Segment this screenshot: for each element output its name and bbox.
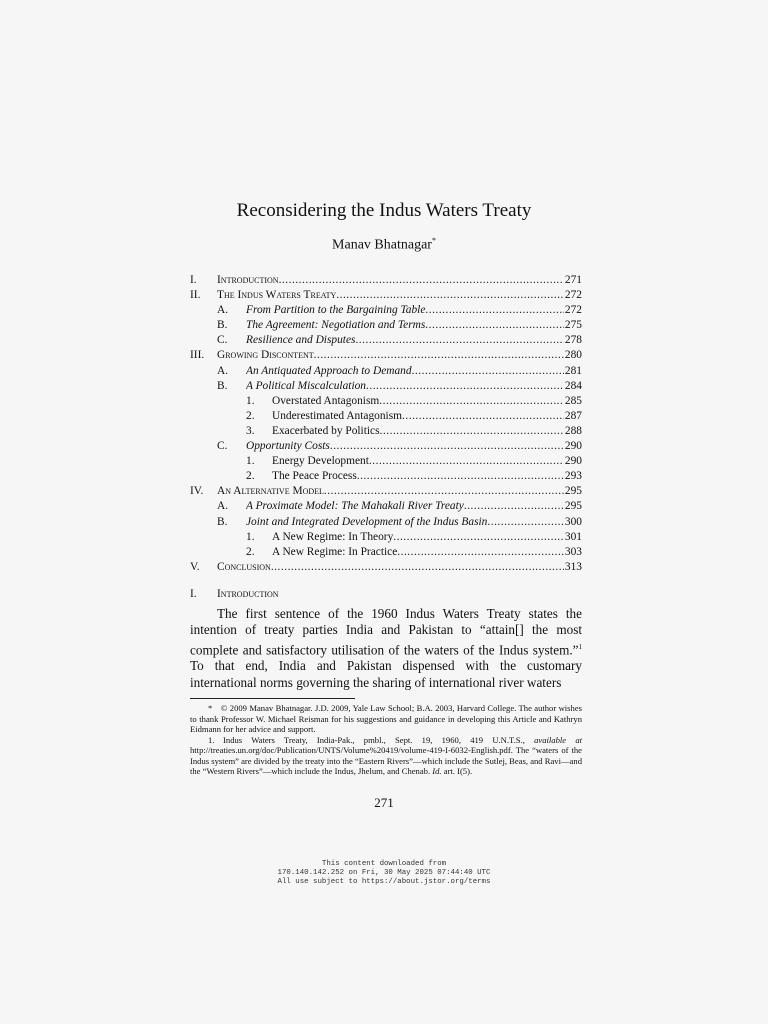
body-text-cont: To that end, India and Pakistan dispensed with the customary international norms governing the sharing of international river waters bbox=[190, 658, 582, 690]
toc-leader bbox=[366, 379, 564, 394]
toc-leader bbox=[279, 273, 564, 288]
toc-title: The Peace Process bbox=[272, 470, 357, 483]
toc-number: 3. bbox=[246, 424, 255, 437]
toc-number: 2. bbox=[246, 409, 255, 422]
toc-row bbox=[190, 348, 582, 363]
toc-leader bbox=[355, 333, 563, 348]
toc-page: 290 bbox=[564, 455, 582, 468]
toc-row bbox=[190, 454, 582, 469]
toc-leader bbox=[314, 348, 564, 363]
footnote-1-link: http://treaties.un.org/doc/Publication/UNTS/Volume%20419/volume-419-I-6032-English.pdf. The “waters of the Indus system” are divided by the treaty into the “Eastern Rivers”—which include the Sutlej, Beas, and Ravi—and the “Western Rivers”—which include the Indus, Jhelum, and Chenab. bbox=[190, 745, 582, 776]
toc-number: A. bbox=[217, 500, 229, 513]
toc-title: Introduction bbox=[217, 274, 279, 286]
footnote-1 bbox=[190, 735, 582, 777]
toc-page: 275 bbox=[564, 319, 582, 332]
toc-number: A. bbox=[217, 364, 229, 377]
toc-row bbox=[190, 318, 582, 333]
toc-page: 290 bbox=[564, 440, 582, 453]
toc-title: Opportunity Costs bbox=[246, 440, 330, 453]
footnote-1-id: Id. bbox=[432, 766, 442, 776]
toc-title: The Agreement: Negotiation and Terms bbox=[246, 319, 426, 332]
toc-page: 295 bbox=[564, 485, 582, 498]
toc-leader bbox=[425, 303, 563, 318]
toc-leader bbox=[336, 288, 564, 303]
footnote-rule bbox=[190, 698, 355, 699]
toc-page: 285 bbox=[564, 394, 582, 407]
toc-row bbox=[190, 424, 582, 439]
toc-number: 1. bbox=[246, 530, 255, 543]
toc-row bbox=[190, 409, 582, 424]
toc-row bbox=[190, 560, 582, 575]
jstor-line-2: 170.140.142.252 on Fri, 30 May 2025 07:44:40 UTC bbox=[277, 869, 491, 877]
toc-number: B. bbox=[217, 515, 228, 528]
body-paragraph bbox=[190, 606, 582, 691]
footnote-1-available: available at bbox=[534, 734, 583, 745]
toc-title: Growing Discontent bbox=[217, 349, 314, 362]
toc-title: Energy Development bbox=[272, 455, 369, 468]
toc-number: C. bbox=[217, 440, 228, 453]
author-line bbox=[0, 236, 768, 254]
toc-row bbox=[190, 530, 582, 545]
author-footnote-mark: * bbox=[431, 236, 436, 245]
toc-title: Joint and Integrated Development of the Indus Basin bbox=[246, 515, 488, 528]
toc-row bbox=[190, 273, 582, 288]
footnote-ref: 1 bbox=[578, 642, 582, 651]
toc-leader bbox=[330, 439, 564, 454]
toc-page: 280 bbox=[564, 349, 582, 362]
toc-title: An Antiquated Approach to Demand bbox=[246, 364, 412, 377]
toc-title: Underestimated Antagonism bbox=[272, 409, 403, 422]
toc-page: 288 bbox=[564, 424, 582, 437]
toc-page: 271 bbox=[564, 274, 582, 286]
toc-leader bbox=[324, 484, 564, 499]
toc-number: 2. bbox=[246, 545, 255, 558]
page-number: 271 bbox=[374, 795, 394, 810]
toc-number: 1. bbox=[246, 394, 255, 407]
toc-title: From Partition to the Bargaining Table bbox=[246, 304, 426, 317]
jstor-line-1: This content downloaded from bbox=[321, 860, 447, 868]
toc-page: 303 bbox=[564, 545, 582, 558]
toc-leader bbox=[379, 394, 564, 409]
toc-number: A. bbox=[217, 304, 229, 317]
toc-title: The Indus Waters Treaty bbox=[217, 289, 337, 302]
toc-title: Exacerbated by Politics bbox=[272, 424, 380, 437]
toc-leader bbox=[357, 469, 564, 484]
toc-leader bbox=[412, 364, 564, 379]
footnote-author: * © 2009 Manav Bhatnagar. J.D. 2009, Yale Law School; B.A. 2003, Harvard College. The author wishes to thank Professor W. Michael Reisman for his suggestions and guidance in developing this Article and Kathryn Eidmann for her advice and support. bbox=[190, 703, 582, 734]
toc-page: 281 bbox=[564, 364, 582, 377]
toc-title: An Alternative Model bbox=[217, 485, 324, 498]
toc-page: 287 bbox=[564, 409, 582, 422]
footnote-1-text: 1. Indus Waters Treaty, India-Pak., pmbl., Sept. 19, 1960, 419 U.N.T.S., bbox=[208, 734, 535, 745]
author-name: Manav Bhatnagar bbox=[332, 237, 432, 253]
toc-number: C. bbox=[217, 334, 228, 347]
toc-leader bbox=[397, 545, 564, 560]
table-of-contents bbox=[190, 273, 582, 575]
toc-row bbox=[190, 364, 582, 379]
toc-page: 293 bbox=[564, 470, 582, 483]
section-label: Introduction bbox=[217, 588, 279, 600]
toc-title: A New Regime: In Practice bbox=[272, 545, 398, 558]
toc-leader bbox=[487, 515, 564, 530]
toc-title: Overstated Antagonism bbox=[272, 394, 380, 407]
toc-title: A Proximate Model: The Mahakali River Treaty bbox=[246, 500, 464, 513]
toc-row bbox=[190, 545, 582, 560]
toc-number: II. bbox=[190, 289, 201, 302]
toc-row bbox=[190, 379, 582, 394]
toc-number: IV. bbox=[190, 485, 204, 498]
toc-leader bbox=[369, 454, 564, 469]
toc-row bbox=[190, 288, 582, 303]
toc-row bbox=[190, 333, 582, 348]
toc-page: 284 bbox=[564, 379, 582, 392]
toc-page: 295 bbox=[564, 500, 582, 513]
toc-page: 301 bbox=[564, 530, 582, 543]
toc-leader bbox=[425, 318, 564, 333]
toc-number: III. bbox=[190, 349, 205, 362]
toc-number: B. bbox=[217, 319, 228, 332]
toc-title: A Political Miscalculation bbox=[246, 379, 367, 392]
toc-leader bbox=[380, 424, 564, 439]
toc-row bbox=[190, 515, 582, 530]
toc-row bbox=[190, 394, 582, 409]
jstor-line-3: All use subject to https://about.jstor.org/terms bbox=[277, 878, 491, 886]
toc-title: A New Regime: In Theory bbox=[272, 530, 394, 543]
toc-page: 272 bbox=[564, 289, 582, 302]
article-title: Reconsidering the Indus Waters Treaty bbox=[236, 200, 532, 221]
footnote-1-end: art. I(5). bbox=[441, 766, 473, 776]
toc-leader bbox=[464, 499, 564, 514]
toc-page: 300 bbox=[564, 515, 582, 528]
toc-leader bbox=[271, 560, 564, 575]
toc-leader bbox=[402, 409, 564, 424]
toc-row bbox=[190, 469, 582, 484]
jstor-notice bbox=[0, 860, 768, 887]
toc-row bbox=[190, 303, 582, 318]
toc-number: I. bbox=[190, 274, 197, 286]
toc-page: 278 bbox=[564, 334, 582, 347]
toc-number: 1. bbox=[246, 455, 255, 468]
footnotes bbox=[190, 703, 582, 777]
section-number: I. bbox=[190, 588, 197, 600]
toc-number: 2. bbox=[246, 470, 255, 483]
toc-page: 272 bbox=[564, 304, 582, 317]
toc-row bbox=[190, 499, 582, 514]
toc-leader bbox=[393, 530, 564, 545]
toc-number: B. bbox=[217, 379, 228, 392]
toc-page: 313 bbox=[564, 560, 582, 573]
toc-title: Conclusion bbox=[217, 560, 271, 573]
toc-title: Resilience and Disputes bbox=[246, 334, 356, 347]
toc-row bbox=[190, 439, 582, 454]
toc-number: V. bbox=[190, 560, 200, 573]
body-text-start: The first sentence of the 1960 Indus Waters Treaty states the intention of treaty parties India and Pakistan to “attain[] the most complete and satisfactory utilisation of the waters of the Indus system.” bbox=[190, 606, 582, 657]
toc-row bbox=[190, 484, 582, 499]
